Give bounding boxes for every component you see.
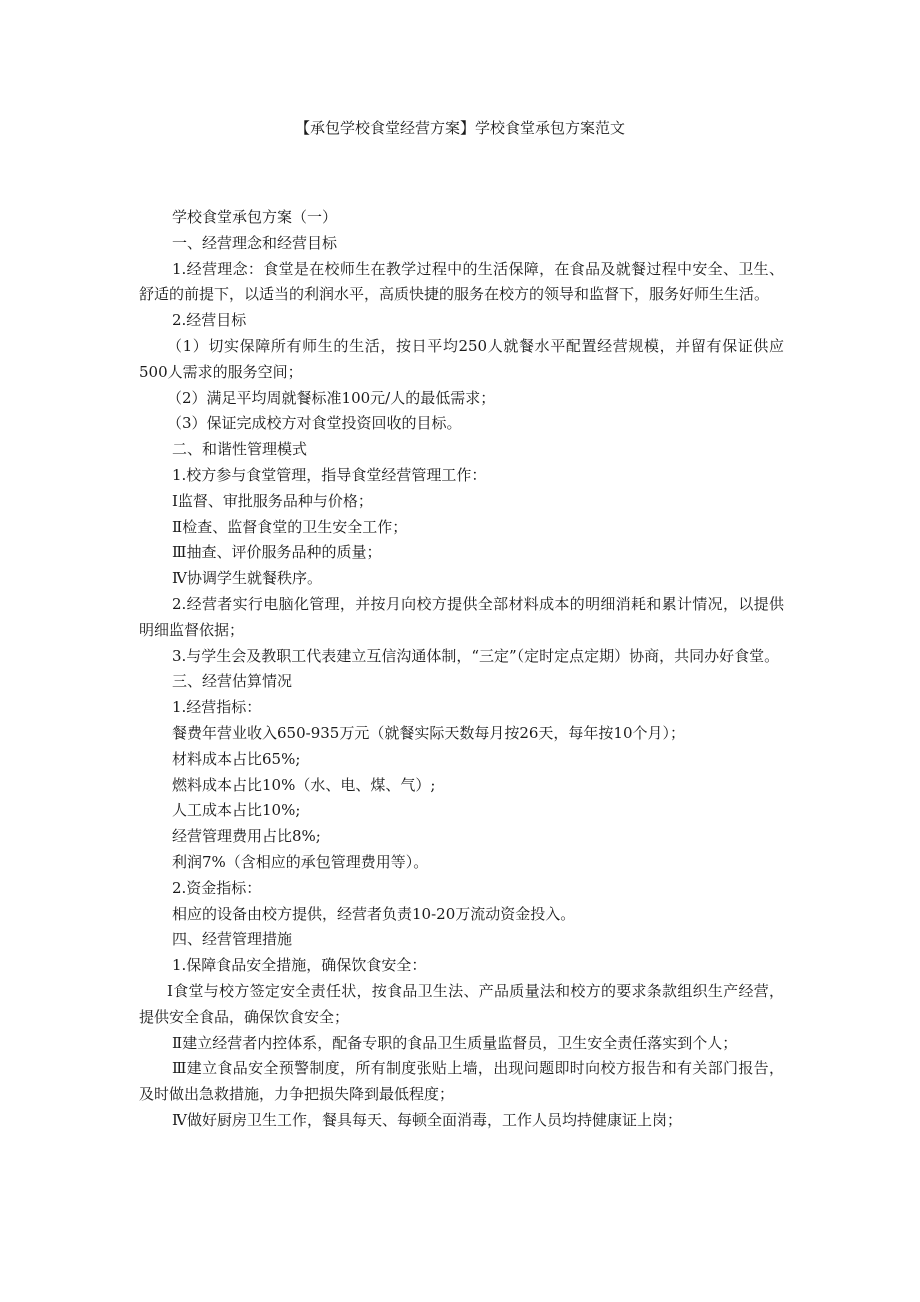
list-item: Ⅳ协调学生就餐秩序。 <box>172 569 322 588</box>
paragraph: 1.经营指标： <box>172 698 262 717</box>
paragraph: 材料成本占比65%; <box>172 749 301 768</box>
paragraph: 1.保障食品安全措施，确保饮食安全： <box>172 956 427 975</box>
paragraph: 1.校方参与食堂管理，指导食堂经营管理工作： <box>172 465 487 484</box>
list-item: Ⅲ抽查、评价服务品种的质量； <box>172 543 382 562</box>
paragraph: 相应的设备由校方提供，经营者负责10-20万流动资金投入。 <box>172 904 576 923</box>
section-heading: 四、经营管理措施 <box>172 930 293 949</box>
paragraph: 2.资金指标： <box>172 878 262 897</box>
paragraph: 2.经营者实行电脑化管理，并按月向校方提供全部材料成本的明细消耗和累计情况，以提供明细监督依据； <box>139 594 784 639</box>
paragraph: 1.经营理念：食堂是在校师生在教学过程中的生活保障，在食品及就餐过程中安全、卫生、舒适的前提下，以适当的利润水平，高质快捷的服务在校方的领导和监督下，服务好师生生活。 <box>139 259 784 304</box>
section-heading: 二、和谐性管理模式 <box>172 440 308 459</box>
paragraph: 利润7%（含相应的承包管理费用等）。 <box>172 852 429 871</box>
list-item: Ⅳ做好厨房卫生工作，餐具每天、每顿全面消毒，工作人员均持健康证上岗； <box>172 1110 682 1129</box>
list-item: Ⅰ食堂与校方签定安全责任状，按食品卫生法、产品质量法和校方的要求条款组织生产经营，提供安全食品，确保饮食安全； <box>139 981 784 1026</box>
paragraph: （2）满足平均周就餐标准100元/人的最低需求； <box>167 388 496 407</box>
list-item: Ⅰ监督、审批服务品种与价格； <box>172 491 373 510</box>
paragraph: 学校食堂承包方案（一） <box>172 208 338 226</box>
paragraph: （3）保证完成校方对食堂投资回收的目标。 <box>167 414 462 433</box>
paragraph: 经营管理费用占比8%; <box>172 827 321 846</box>
paragraph: 餐费年营业收入650-935万元（就餐实际天数每月按26天，每年按10个月）； <box>172 723 686 742</box>
paragraph: （1）切实保障所有师生的生活，按日平均250人就餐水平配置经营规模，并留有保证供应500人需求的服务空间； <box>139 336 784 381</box>
paragraph: 人工成本占比10%; <box>172 801 301 820</box>
list-item: Ⅱ建立经营者内控体系，配备专职的食品卫生质量监督员，卫生安全责任落实到个人； <box>172 1033 738 1052</box>
list-item: Ⅱ检查、监督食堂的卫生安全工作； <box>172 517 408 536</box>
document-body <box>139 205 784 1134</box>
document-title: 【承包学校食堂经营方案】学校食堂承包方案范文 <box>294 119 625 137</box>
section-heading: 三、经营估算情况 <box>172 672 293 691</box>
section-heading: 一、经营理念和经营目标 <box>172 233 338 252</box>
paragraph: 3.与学生会及教职工代表建立互信沟通体制，“三定”（定时定点定期）协商，共同办好食堂。 <box>172 646 780 665</box>
list-item: Ⅲ建立食品安全预警制度，所有制度张贴上墙，出现问题即时向校方报告和有关部门报告，及时做出急救措施，力争把损失降到最低程度； <box>139 1059 784 1104</box>
paragraph: 燃料成本占比10%（水、电、煤、气）; <box>172 775 436 794</box>
paragraph: 2.经营目标 <box>172 311 247 330</box>
